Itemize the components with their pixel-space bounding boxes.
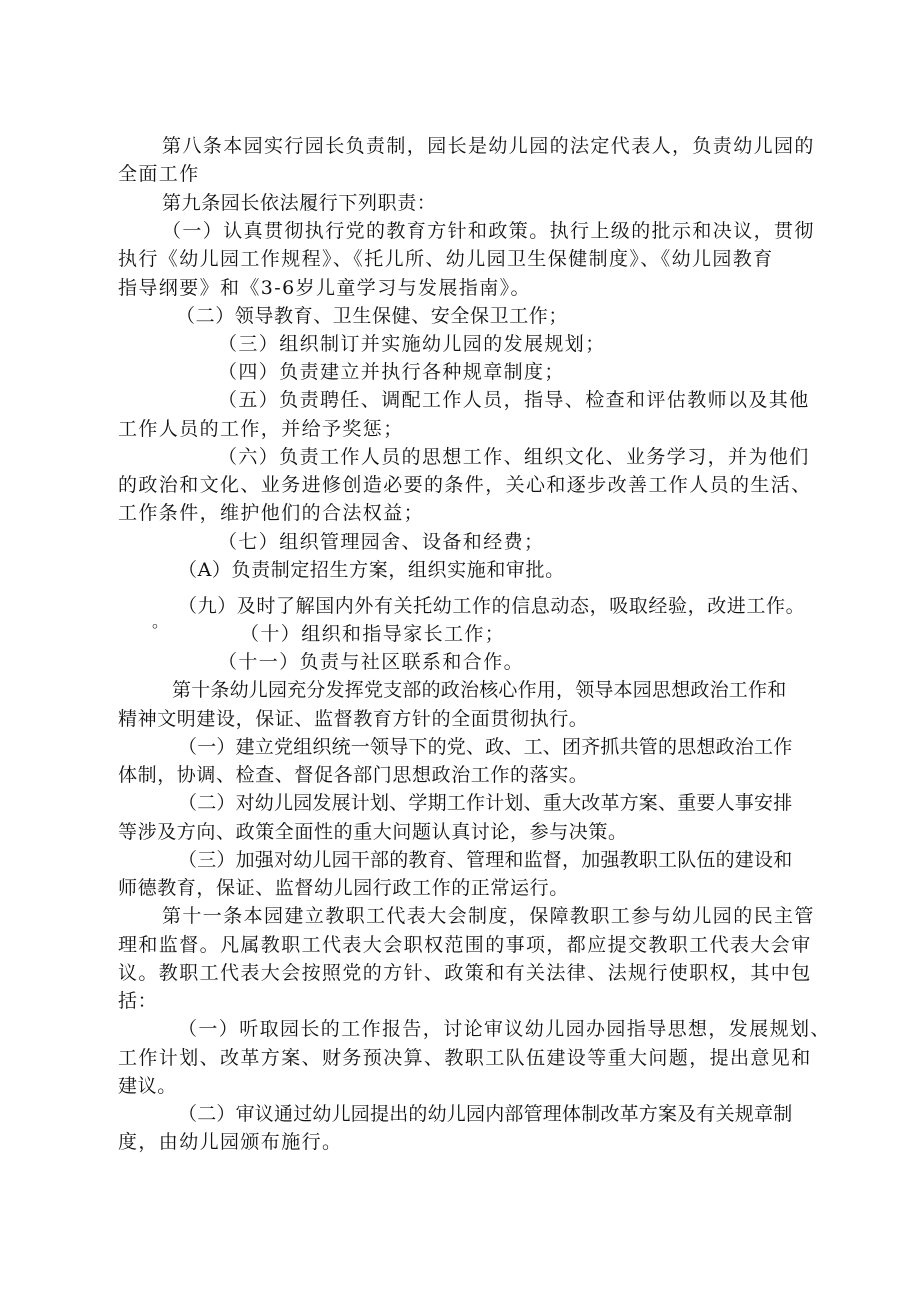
article9-item6-line3: 工作条件，维护他们的合法权益； (118, 502, 425, 524)
article9-item1-line1: （一）认真贯彻执行党的教育方针和政策。执行上级的批示和决议，贯彻 (162, 220, 815, 242)
article9-item3: （三）组织制订并实施幼儿园的发展规划； (218, 333, 606, 355)
article9-item10: （十）组织和指导家长工作； (240, 623, 506, 645)
article10-item1-line1: （一）建立党组织统一领导下的党、政、工、团齐抓共管的思想政治工作 (178, 736, 793, 758)
stray-period-mark: 。 (152, 612, 169, 631)
article9-intro: 第九条园长依法履行下列职责： (162, 192, 437, 214)
article9-item11: （十一）负责与社区联系和合作。 (218, 651, 525, 673)
article11-item1-line2: 工作计划、改革方案、财务预决算、教职工队伍建设等重大问题，提出意见和 (118, 1047, 812, 1069)
article11-line4: 括： (118, 990, 158, 1012)
article11-item1-line1: （一）听取园长的工作报告，讨论审议幼儿园办园指导思想，发展规划、 (178, 1018, 831, 1040)
article8-line2: 全面工作 (118, 163, 200, 185)
article10-line2: 精神文明建设，保证、监督教育方针的全面贯彻执行。 (118, 708, 589, 730)
article9-item1-line3: 指导纲要》和《3-6岁儿童学习与发展指南》。 (118, 277, 531, 299)
article10-line1: 第十条幼儿园充分发挥党支部的政治核心作用，领导本园思想政治工作和 (172, 679, 787, 701)
article11-line1: 第十一条本园建立教职工代表大会制度，保障教职工参与幼儿园的民主管 (162, 905, 815, 927)
article9-item4: （四）负责建立并执行各种规章制度； (218, 361, 565, 383)
article11-item1-line3: 建议。 (118, 1075, 177, 1097)
article9-item7: （七）组织管理园舍、设备和经费； (218, 531, 545, 553)
article11-line3: 议。教职工代表大会按照党的方针、政策和有关法律、法规行使职权，其中包 (118, 962, 812, 984)
article10-item2-line2: 等涉及方向、政策全面性的重大问题认真讨论，参与决策。 (118, 821, 628, 843)
article8-line1: 第八条本园实行园长负责制，园长是幼儿园的法定代表人，负责幼儿园的 (162, 135, 815, 157)
article10-item1-line2: 体制，协调、检查、督促各部门思想政治工作的落实。 (118, 764, 589, 786)
article11-line2: 理和监督。凡属教职工代表大会职权范围的事项，都应提交教职工代表大会审 (118, 934, 812, 956)
article9-item6-line2: 的政治和文化、业务进修创造必要的条件，关心和逐步改善工作人员的生活、 (118, 474, 812, 496)
article11-item2-line1: （二）审议通过幼儿园提出的幼儿园内部管理体制改革方案及有关规章制 (178, 1103, 793, 1125)
article9-item6-line1: （六）负责工作人员的思想工作、组织文化、业务学习，并为他们 (218, 446, 810, 468)
article9-item8: （A）负责制定招生方案，组织实施和审批。 (178, 559, 565, 581)
article10-item2-line1: （二）对幼儿园发展计划、学期工作计划、重大改革方案、重要人事安排 (178, 792, 793, 814)
article10-item3-line2: 师德教育，保证、监督幼儿园行政工作的正常运行。 (118, 877, 569, 899)
article11-item2-line2: 度，由幼儿园颁布施行。 (118, 1131, 343, 1153)
article9-item2: （二）领导教育、卫生保健、安全保卫工作； (176, 305, 569, 327)
article9-item5-line1: （五）负责聘任、调配工作人员，指导、检查和评估教师以及其他 (218, 389, 810, 411)
article9-item5-line2: 工作人员的工作，并给予奖惩； (118, 418, 404, 440)
article9-item1-line2: 执行《幼儿园工作规程》、《托儿所、幼儿园卫生保健制度》、《幼儿园教育 (118, 248, 774, 270)
article10-item3-line1: （三）加强对幼儿园干部的教育、管理和监督，加强教职工队伍的建设和 (178, 849, 793, 871)
article9-item9: （九）及时了解国内外有关托幼工作的信息动态，吸取经验，改进工作。 (178, 595, 806, 617)
